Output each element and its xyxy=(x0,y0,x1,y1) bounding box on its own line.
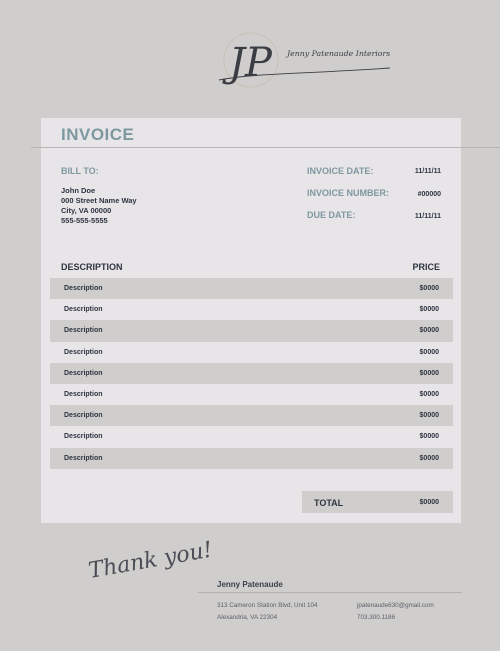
table-row xyxy=(50,405,453,426)
bill-to-address xyxy=(61,186,137,226)
footer-address-line2: Alexandria, VA 22304 xyxy=(217,614,278,621)
line-items xyxy=(50,278,453,469)
title-divider xyxy=(31,147,500,148)
footer-divider xyxy=(198,592,462,593)
invoice-card xyxy=(41,118,461,523)
table-row xyxy=(50,426,453,447)
bill-to-phone: 555-555-5555 xyxy=(61,216,108,225)
item-description: Description xyxy=(64,454,103,462)
logo-monogram: JP xyxy=(229,40,272,86)
total-label: TOTAL xyxy=(314,498,344,508)
table-row xyxy=(50,363,453,384)
description-header: DESCRIPTION xyxy=(61,262,123,272)
invoice-date-value: 11/11/11 xyxy=(414,168,441,175)
invoice-number-label: INVOICE NUMBER: xyxy=(307,188,390,198)
item-price: $0000 xyxy=(419,285,439,292)
item-description: Description xyxy=(64,285,103,292)
invoice-title: INVOICE xyxy=(61,125,135,144)
thank-you-signature xyxy=(86,534,226,594)
brand-logo xyxy=(215,28,415,94)
table-row xyxy=(50,278,453,299)
due-date-label: DUE DATE: xyxy=(307,210,356,220)
total-row xyxy=(302,491,453,513)
invoice-date-label: INVOICE DATE: xyxy=(307,166,374,176)
logo-brand-name: Jenny Patenaude Interiors xyxy=(287,49,391,58)
due-date-value: 11/11/11 xyxy=(414,213,441,220)
bill-to-name: John Doe xyxy=(61,186,96,195)
item-price: $0000 xyxy=(419,369,439,377)
item-price: $0000 xyxy=(419,454,439,462)
item-price: $0000 xyxy=(419,327,439,335)
item-description: Description xyxy=(64,369,103,377)
bill-to-city: City, VA 00000 xyxy=(61,206,112,215)
item-price: $0000 xyxy=(419,348,439,356)
bill-to-street: 000 Street Name Way xyxy=(61,196,137,205)
item-description: Description xyxy=(64,433,103,441)
item-price: $0000 xyxy=(419,412,439,420)
item-description: Description xyxy=(64,327,103,335)
bill-to-label: BILL TO: xyxy=(61,166,99,176)
total-value: $0000 xyxy=(419,498,439,506)
table-row xyxy=(50,299,453,320)
footer-name: Jenny Patenaude xyxy=(217,580,283,589)
footer-address-line1: 313 Cameron Station Blvd, Unit 104 xyxy=(217,602,318,609)
invoice-number-value: #00000 xyxy=(417,191,441,198)
table-row xyxy=(50,384,453,405)
footer-phone: 703.300.1186 xyxy=(357,614,396,621)
item-description: Description xyxy=(64,306,103,314)
price-header: PRICE xyxy=(412,262,440,272)
footer-email: jpatenaude630@gmail.com xyxy=(357,602,434,609)
item-price: $0000 xyxy=(419,306,439,314)
table-row xyxy=(50,448,453,469)
item-price: $0000 xyxy=(419,433,439,441)
table-row xyxy=(50,342,453,363)
table-row xyxy=(50,320,453,341)
item-description: Description xyxy=(64,412,103,420)
item-price: $0000 xyxy=(419,390,439,398)
item-description: Description xyxy=(64,390,103,398)
thank-you-text: Thank you! xyxy=(86,537,215,584)
item-description: Description xyxy=(64,348,103,356)
